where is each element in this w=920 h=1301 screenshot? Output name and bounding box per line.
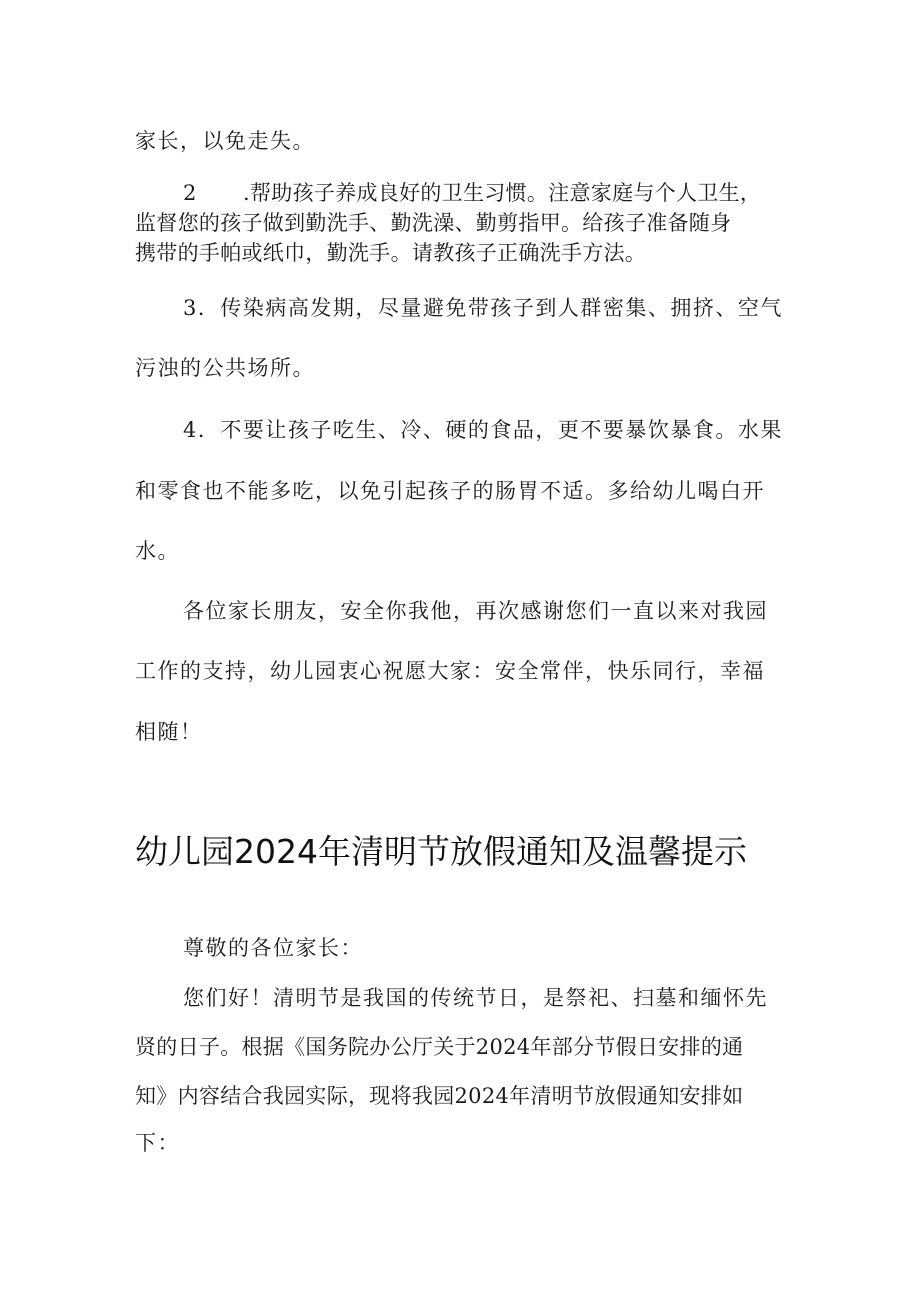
item-2-line-2: 监督您的孩子做到勤洗手、勤洗澡、勤剪指甲。给孩子准备随身 [135,211,732,235]
closing-line-3: 相随！ [135,720,203,744]
salutation: 尊敬的各位家长： [183,936,363,960]
closing-line-2: 工作的支持，幼儿园衷心祝愿大家：安全常伴，快乐同行，幸福 [135,659,765,683]
intro-line-2: 贤的日子。根据《国务院办公厅关于2024年部分节假日安排的通 [135,1035,744,1059]
item-2-line-1: .帮助孩子养成良好的卫生习惯。注意家庭与个人卫生， [243,181,762,205]
item-4-line-2: 和零食也不能多吃，以免引起孩子的肠胃不适。多给幼儿喝白开 [135,479,765,503]
intro-line-3: 知》内容结合我园实际，现将我园2024年清明节放假通知安排如 [135,1084,744,1108]
notice-title: 幼儿园2024年清明节放假通知及温馨提示 [135,832,747,871]
item-4-line-1: 4．不要让孩子吃生、冷、硬的食品，更不要暴饮暴食。水果 [183,418,783,442]
item-2-number: 2 [183,181,198,205]
item-2-line-3: 携带的手帕或纸巾，勤洗手。请教孩子正确洗手方法。 [135,241,647,265]
item-4-line-3: 水。 [135,539,180,563]
intro-line-1: 您们好！清明节是我国的传统节日，是祭祀、扫墓和缅怀先 [183,986,768,1010]
item-3-line-1: 3．传染病高发期，尽量避免带孩子到人群密集、拥挤、空气 [183,296,783,320]
paragraph-tail: 家长，以免走失。 [135,129,315,153]
intro-line-4: 下： [135,1131,180,1155]
item-3-line-2: 污浊的公共场所。 [135,356,315,380]
closing-line-1: 各位家长朋友，安全你我他，再次感谢您们一直以来对我园 [183,599,768,623]
